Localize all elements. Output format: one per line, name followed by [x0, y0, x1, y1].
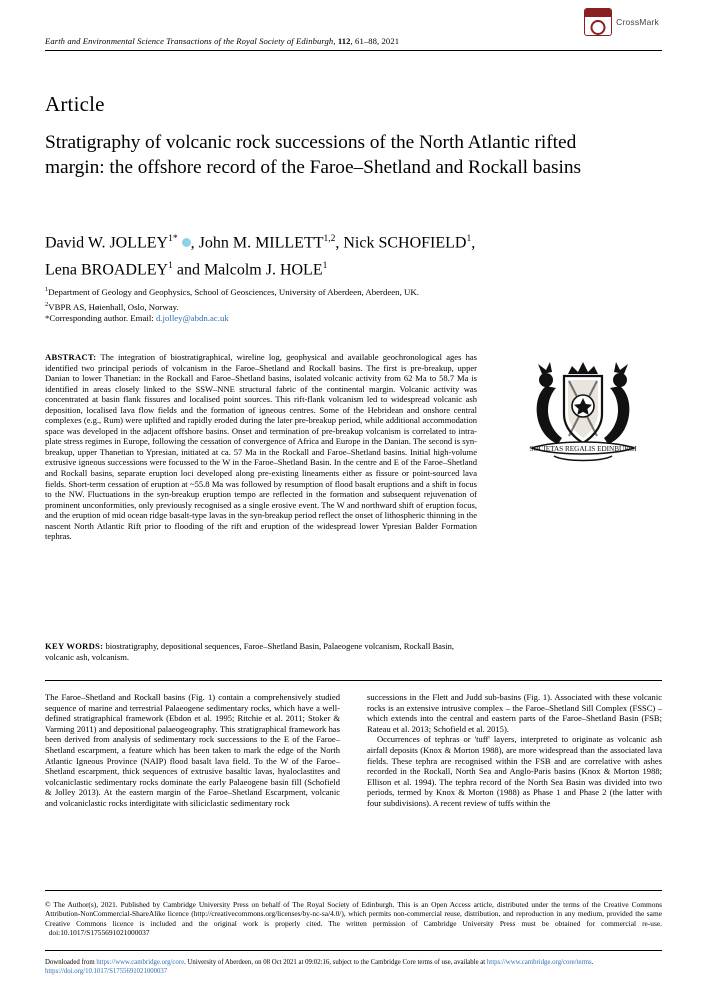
keywords-label: KEY WORDS:: [45, 641, 104, 651]
affiliations: [45, 284, 635, 325]
author-4: Lena BROADLEY: [45, 261, 169, 279]
running-head-year: 2021: [381, 36, 400, 46]
author-5: and Malcolm J. HOLE: [172, 261, 323, 279]
corresponding-author-email[interactable]: d.jolley@abdn.ac.uk: [155, 313, 229, 324]
cambridge-terms-link[interactable]: https://www.cambridge.org/core/terms: [486, 959, 592, 966]
orcid-icon[interactable]: [182, 238, 191, 247]
doi-text: doi:10.1017/S1755691021000037: [48, 928, 150, 938]
crossmark-label: CrossMark: [616, 17, 659, 27]
author-list: [45, 228, 635, 282]
corresponding-author-label: *Corresponding author. Email:: [45, 313, 154, 324]
crossmark-badge[interactable]: [584, 8, 659, 36]
body-column-left: [45, 692, 340, 809]
affiliation-1: Department of Geology and Geophysics, School of Geosciences, University of Aberdeen, Aberdeen, UK.: [48, 286, 419, 297]
affiliation-2: VBPR AS, Høienhall, Oslo, Norway.: [48, 301, 179, 312]
running-head-volume: 112: [337, 36, 351, 46]
keywords-block: [45, 641, 477, 663]
running-head-journal: Earth and Environmental Science Transactions of the Royal Society of Edinburgh: [45, 36, 334, 46]
society-crest-icon: [524, 352, 642, 472]
body-column-right: [367, 692, 662, 809]
article-type-label: Article: [45, 92, 105, 116]
running-head: Earth and Environmental Science Transactions of the Royal Society of Edinburgh, 112, 61–88, 2021: [45, 36, 400, 46]
body-rule: [45, 680, 662, 681]
abstract-label: ABSTRACT:: [45, 352, 97, 362]
page-title: Stratigraphy of volcanic rock successions of the North Atlantic rifted margin: the offshore record of the Faroe–Shetland and Rockall basins: [45, 132, 581, 178]
footer-rule: [45, 890, 662, 891]
header-rule: [45, 50, 662, 51]
body-paragraph: Occurrences of tephras or 'tuff' layers, interpreted to originate as volcanic ash airfall deposits (Knox & Morton 1988), are more widespread than the associated lava fields. These tephra are recognised within the FSB and are correlative with ashes recorded in the Rockall, North Sea and Anglo-Paris basins (Knox & Morton 1988; Ellison et al. 1994). The tephra record of the North Sea Basin was divided into two periods, termed by Knox & Morton (1988) as Phase 1 and Phase 2 (the latter with four subdivisions). A recent review of tuffs within the: [367, 734, 662, 808]
author-3: , Nick SCHOFIELD: [335, 234, 467, 252]
author-2-sup: 1,2: [323, 234, 336, 244]
body-paragraph: successions in the Flett and Judd sub-basins (Fig. 1). Associated with these volcanic rocks is an extensive intrusive complex – the Faroe–Shetland Sill Complex (FSSC) – which extends into the central and eastern parts of the Faroe–Shetland Basin (FSB; Rateau et al. 2013; Schofield et al. 2015).: [367, 692, 662, 734]
crossmark-icon: [584, 8, 612, 36]
license-statement: [45, 900, 662, 938]
running-head-pages: 61–88: [355, 36, 378, 46]
author-1: David W. JOLLEY: [45, 234, 169, 252]
download-rule: [45, 950, 662, 951]
abstract-text: The integration of biostratigraphical, wireline log, geophysical and available geochronological ages has identified two principal periods of volcanism in the Faroe–Shetland and Rockall basins. The first is pre-breakup, upper Danian to lower Thanetian: in the Rockall and Faroe–Shetland basins, isolated volcanic activity from 62 Ma to 58.7 Ma is identified in areas closely linked to the SSW–NNE structural fabric of the continental margin. Volcanic activity was concentrated at basin flank fissures and localised point sources. This rift-flank volcanism led to widespread volcanic ash deposition, localised lava flow fields and the formation of igneous centres. Some of the Hebridean and onshore central complexes (e.g., Rum) were uplifted and rapidly eroded during the later pre-breakup period, while additional accommodation space was developed in the adjacent offshore basins. Onset and termination of pre-breakup volcanism is correlated to intra-plate stress regimes in Europe, following the cessation of convergence of Africa and Europe in the Danian. The second is syn-breakup, upper Thanetian to Ypresian, initiated at ca. 57 Ma in the Rockall and Faroe–Shetland basins. Initial high-volume extrusive igneous successions were focussed to the W in the Faroe–Shetland Basin. In the centre and E of the Faroe–Shetland and Rockall basins, separate eruption loci developed along pre-existing lineaments either as fissure or point-sourced lava fields. Short-term cessation of eruption at ~55.8 Ma was followed by resumption of flood basalt eruptions and a shift in focus to the NW. Fluctuations in the syn-breakup eruption tempo are reflected in the formation and subsequent rejuvenation of prominent unconformities, only previously recognised as a single erosive event. The W and northward shift of eruption focus, and the eruption of mid ocean ridge basalt-type lavas in the syn-breakup period reflect the onset of lithospheric thinning in the nascent North Atlantic Rift prior to flooding of the rift and eruption of the widespread lower Ypresian Balder Formation tephras.: [45, 352, 477, 542]
author-4-sup: 1: [168, 260, 173, 271]
keywords-text: biostratigraphy, depositional sequences, Faroe–Shetland Basin, Palaeogene volcanism, Rockall Basin, volcanic ash, volcanism.: [45, 641, 455, 662]
page-content: [45, 0, 662, 1000]
author-2: , John M. MILLETT: [190, 234, 324, 252]
affiliation-2-sup: 2: [45, 300, 49, 308]
author-3-sup: 1: [466, 234, 472, 244]
cambridge-core-link[interactable]: https://www.cambridge.org/core: [96, 959, 185, 966]
author-sep: ,: [471, 234, 476, 252]
body-paragraph: The Faroe–Shetland and Rockall basins (Fig. 1) contain a comprehensively studied sequence of marine and terrestrial Palaeogene sedimentary rocks, which have a well-defined stratigraphical framework (Ebdon et al. 1995; Ritchie et al. 2011; Stoker & Varming 2011) and depositional palaeogeography. This stratigraphical framework has been derived from analysis of sedimentary rock successions to the E of the Faroe–Shetland escarpment, a feature which has been taken to mark the edge of the North Atlantic Igneous Province (NAIP) flood basalt lava field. To the W of the Faroe–Shetland escarpment, thick sequences of extrusive basaltic lavas, hyaloclastites and volcaniclastic sedimentary rocks dominate the early Palaeogene basin fill (Schofield & Jolley 2013). At the eastern margin of the Faroe–Shetland Escarpment, volcanic and volcaniclastic rocks interdigitate with siliciclastic sedimentary rock: [45, 692, 340, 808]
abstract-block: [45, 352, 477, 542]
download-notice: [45, 958, 662, 976]
download-end: .: [591, 959, 594, 966]
author-5-sup: 1: [322, 260, 328, 271]
download-middle: . University of Aberdeen, on 08 Oct 2021 at 09:02:16, subject to the Cambridge Core terms of use, available at: [184, 959, 487, 966]
svg-text:SOCIETAS REGALIS EDINBURGI: SOCIETAS REGALIS EDINBURGI: [529, 445, 637, 453]
author-1-sup: 1*: [168, 234, 178, 244]
doi-link[interactable]: https://doi.org/10.1017/S1755691021000037: [45, 968, 168, 976]
license-text: © The Author(s), 2021. Published by Cambridge University Press on behalf of The Royal Society of Edinburgh. This is an Open Access article, distributed under the terms of the Creative Commons Attribution-NonCommercial-ShareAlike licence (http://creativecommons.org/licenses/by-nc-sa/4.0/), which permits non-commercial reuse, distribution, and reproduction in any medium, provided the same Creative Commons licence is included and the original work is properly cited. The written permission of Cambridge University Press must be obtained for commercial re-use.: [45, 900, 662, 928]
download-prefix: Downloaded from: [45, 959, 97, 966]
affiliation-1-sup: 1: [45, 286, 49, 293]
